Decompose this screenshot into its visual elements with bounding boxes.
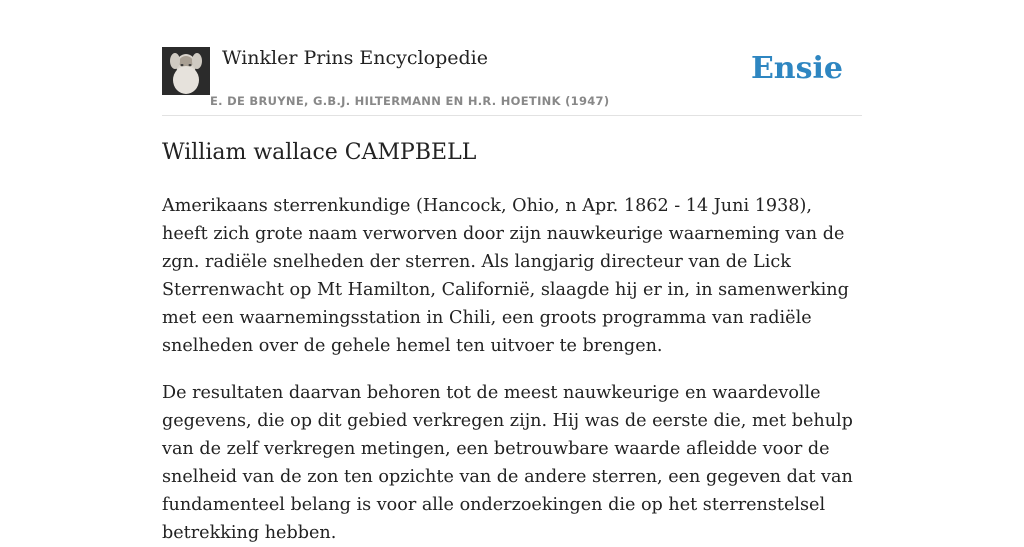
- author-avatar[interactable]: [162, 47, 210, 95]
- source-authors: E. DE BRUYNE, G.B.J. HILTERMANN EN H.R. HOETINK (1947): [210, 94, 610, 108]
- source-title[interactable]: Winkler Prins Encyclopedie: [222, 47, 488, 69]
- source-header: [162, 45, 862, 116]
- article-paragraph-1: Amerikaans sterrenkundige (Hancock, Ohio, n Apr. 1862 - 14 Juni 1938), heeft zich grote naam verworven door zijn nauwkeurige waarneming van de zgn. radiële snelheden der sterren. Als langjarig directeur van de Lick Sterrenwacht op Mt Hamilton, Californië, slaagde hij er in, in samenwerking met een waarnemingsstation in Chili, een groots programma van radiële snelheden over de gehele hemel ten uitvoer te brengen.: [162, 196, 849, 356]
- bearded-man-portrait-icon: [162, 47, 210, 95]
- article-title: William wallace CAMPBELL: [162, 140, 477, 165]
- ensie-logo[interactable]: Ensie: [750, 51, 843, 86]
- article-paragraph-2: De resultaten daarvan behoren tot de meest nauwkeurige en waardevolle gegevens, die op dit gebied verkregen zijn. Hij was de eerste die, met behulp van de zelf verkregen metingen, een betrouwbare waarde afleidde voor de snelheid van de zon ten opzichte van de andere sterren, een gegeven dat van fundamenteel belang is voor alle onderzoekingen die op het sterrenstelsel betrekking hebben.: [162, 383, 853, 543]
